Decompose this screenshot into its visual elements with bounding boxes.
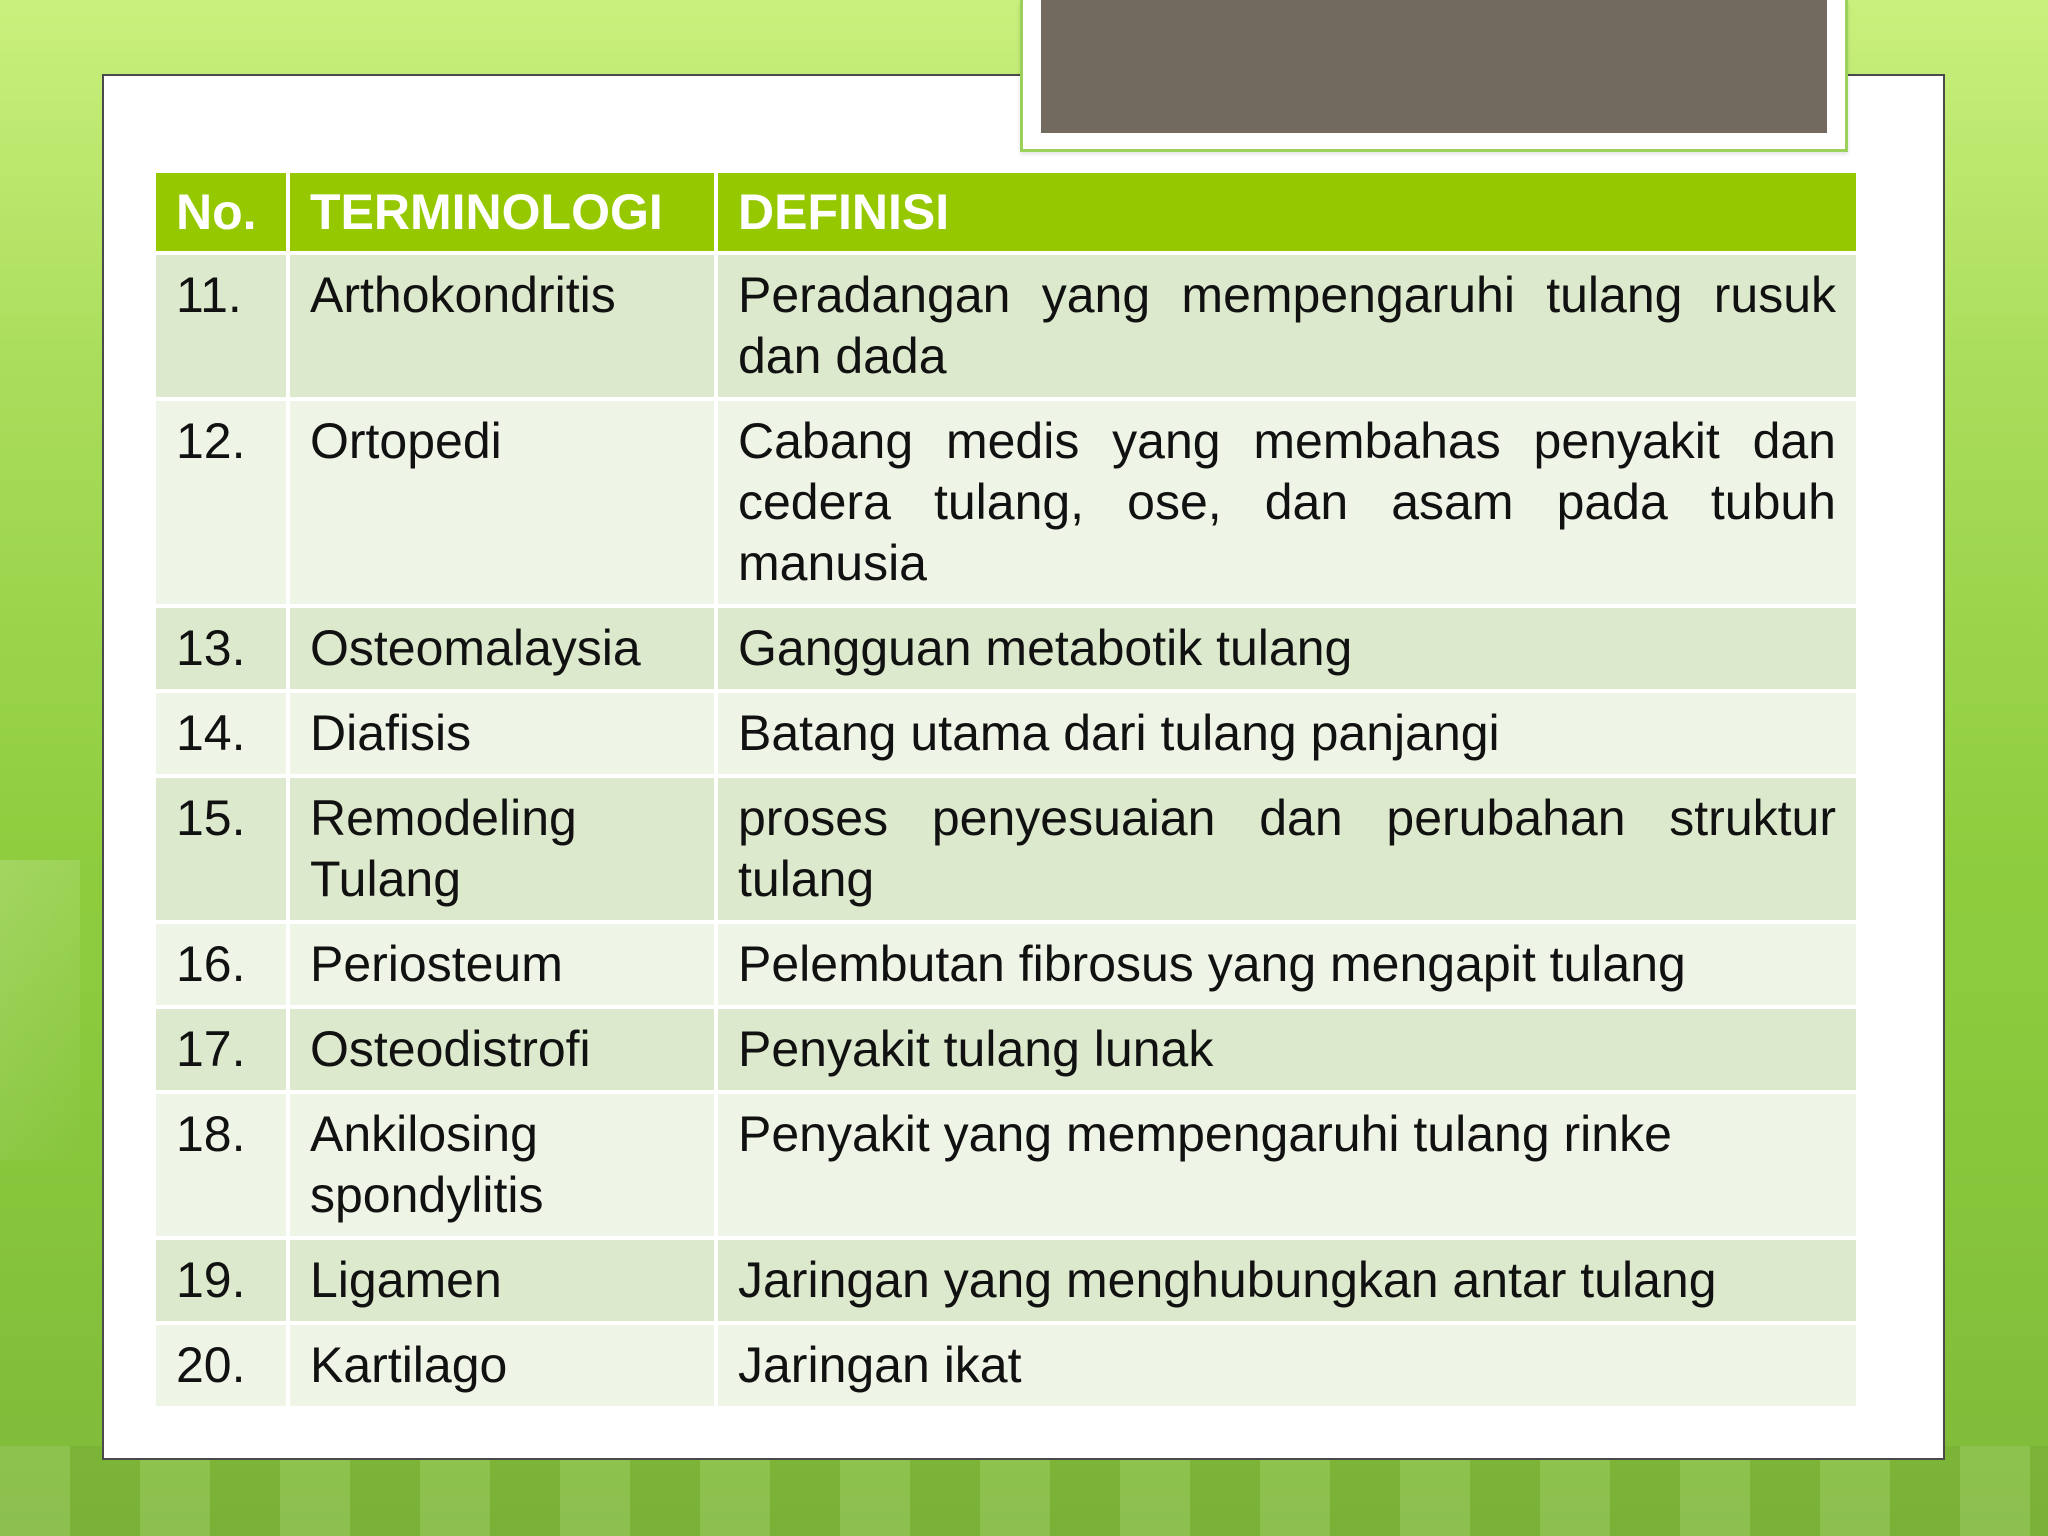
- row-term: Kartilago: [290, 1325, 714, 1406]
- row-term: Ligamen: [290, 1240, 714, 1321]
- table-row: [156, 924, 1856, 1005]
- header-definisi: DEFINISI: [718, 173, 1856, 251]
- row-definition: Penyakit yang mempengaruhi tulang rinke: [718, 1094, 1856, 1236]
- header-terminologi: TERMINOLOGI: [290, 173, 714, 251]
- row-definition: Pelembutan fibrosus yang mengapit tulang: [718, 924, 1856, 1005]
- table-row: [156, 255, 1856, 397]
- row-number: 17.: [156, 1009, 286, 1090]
- row-definition: Batang utama dari tulang panjangi: [718, 693, 1856, 774]
- row-definition: Jaringan yang menghubungkan antar tulang: [718, 1240, 1856, 1321]
- row-definition: Cabang medis yang membahas penyakit dan cedera tulang, ose, dan asam pada tubuh manusia: [718, 401, 1856, 604]
- row-definition: Jaringan ikat: [718, 1325, 1856, 1406]
- table-row: [156, 401, 1856, 604]
- row-number: 14.: [156, 693, 286, 774]
- row-definition: Penyakit tulang lunak: [718, 1009, 1856, 1090]
- row-number: 20.: [156, 1325, 286, 1406]
- table-row: [156, 778, 1856, 920]
- row-term: Osteodistrofi: [290, 1009, 714, 1090]
- row-definition: Peradangan yang mempengaruhi tulang rusuk dan dada: [718, 255, 1856, 397]
- row-definition: proses penyesuaian dan perubahan struktur tulang: [718, 778, 1856, 920]
- row-number: 13.: [156, 608, 286, 689]
- table-header-row: [156, 173, 1856, 251]
- table-row: [156, 1094, 1856, 1236]
- table-row: [156, 1240, 1856, 1321]
- row-number: 11.: [156, 255, 286, 397]
- row-number: 12.: [156, 401, 286, 604]
- row-term: Ortopedi: [290, 401, 714, 604]
- table-row: [156, 1009, 1856, 1090]
- row-term: Periosteum: [290, 924, 714, 1005]
- row-term: Arthokondritis: [290, 255, 714, 397]
- row-term: Ankilosing spondylitis: [290, 1094, 714, 1236]
- row-term: Osteomalaysia: [290, 608, 714, 689]
- background-decoration: [0, 860, 80, 1160]
- row-definition: Gangguan metabotik tulang: [718, 608, 1856, 689]
- header-no: No.: [156, 173, 286, 251]
- row-number: 18.: [156, 1094, 286, 1236]
- row-number: 15.: [156, 778, 286, 920]
- row-term: Diafisis: [290, 693, 714, 774]
- row-number: 19.: [156, 1240, 286, 1321]
- table-row: [156, 693, 1856, 774]
- terminology-table: [152, 169, 1860, 1410]
- table-row: [156, 1325, 1856, 1406]
- row-term: Remodeling Tulang: [290, 778, 714, 920]
- title-placeholder: [1041, 0, 1827, 133]
- table-row: [156, 608, 1856, 689]
- row-number: 16.: [156, 924, 286, 1005]
